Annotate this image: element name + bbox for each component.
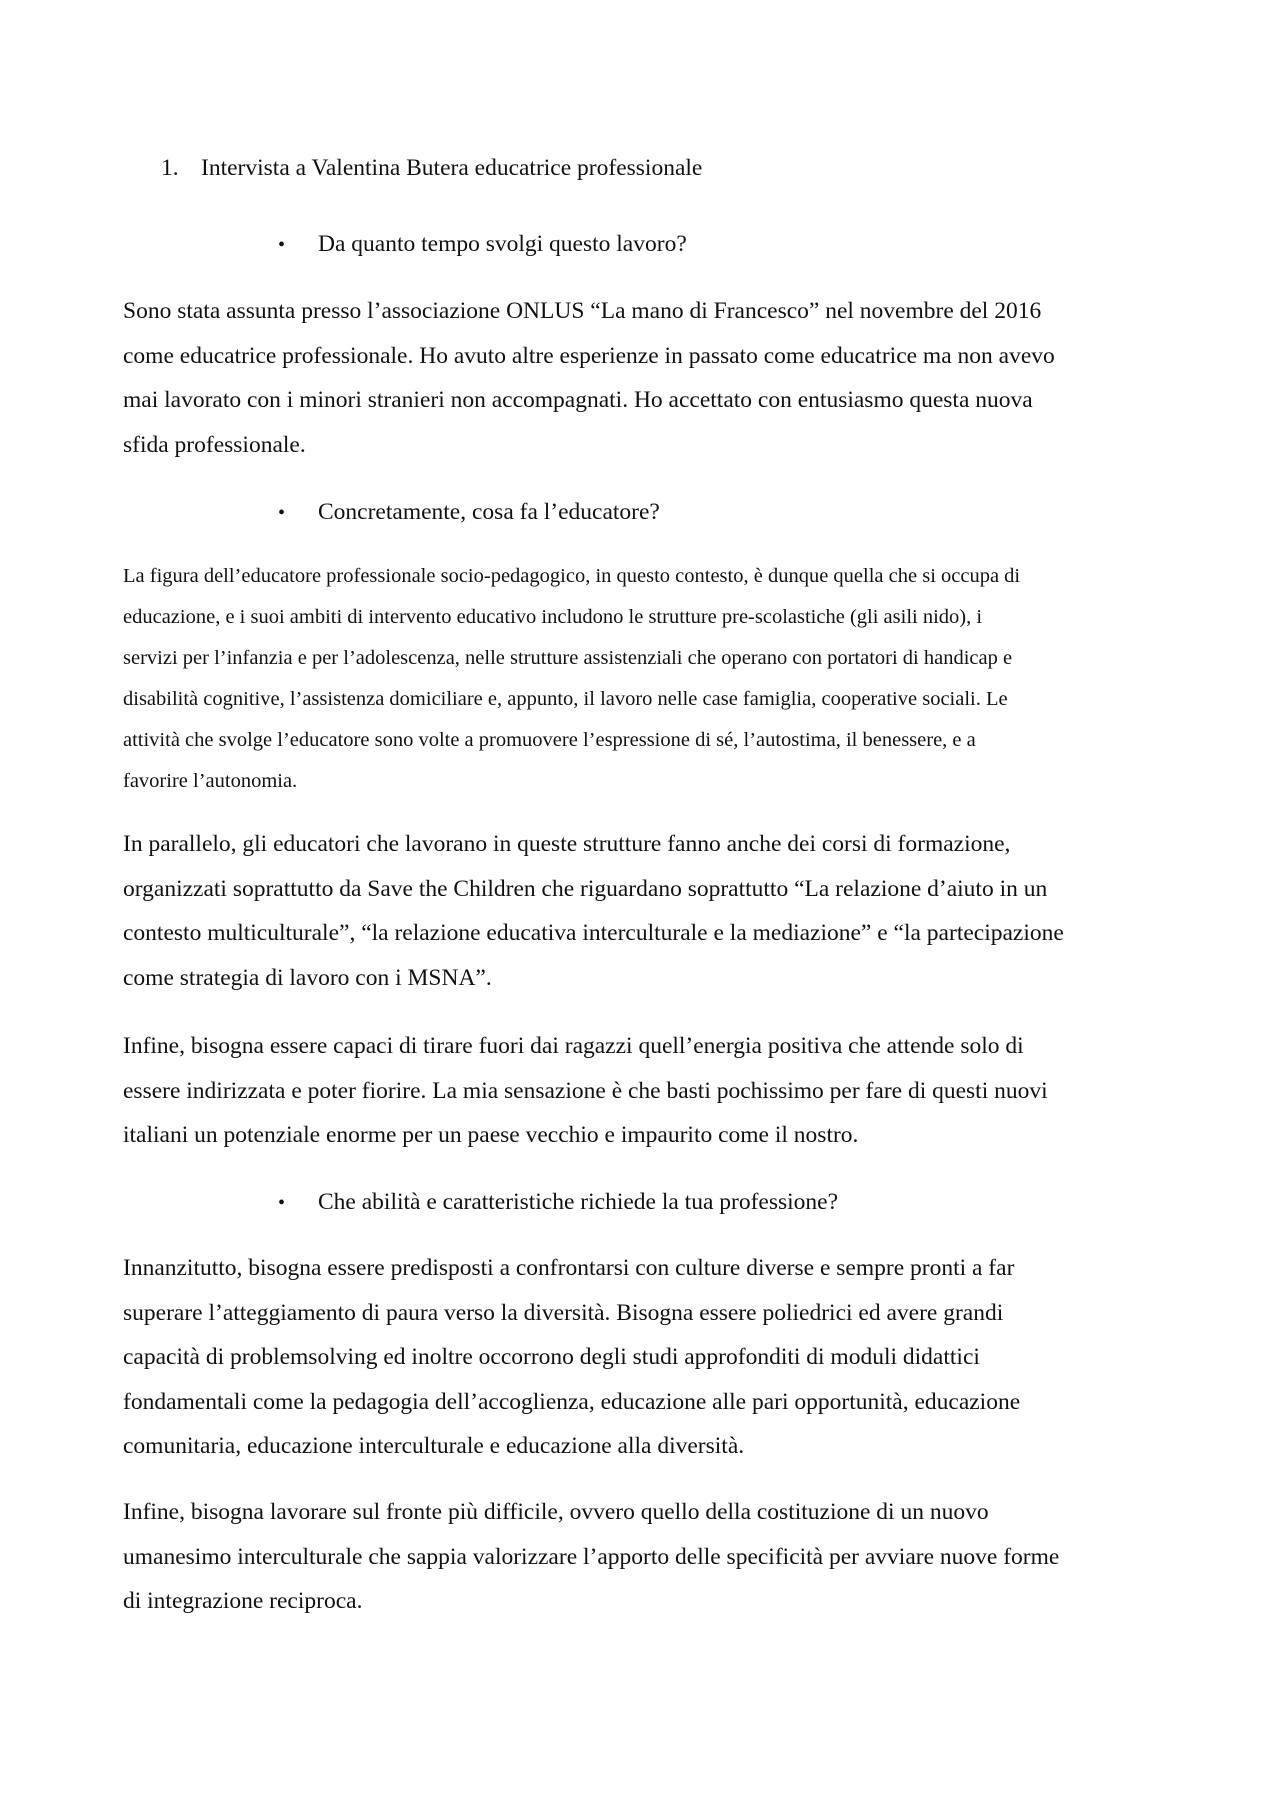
paragraph-line: italiani un potenziale enorme per un paese vecchio e impaurito come il nostro. bbox=[123, 1122, 859, 1148]
answer-paragraph-5 bbox=[123, 1246, 1173, 1469]
paragraph-line: come strategia di lavoro con i MSNA”. bbox=[123, 964, 492, 991]
paragraph-line: educazione, e i suoi ambiti di intervento educativo includono le strutture pre-scolastiche (gli asili nido), i bbox=[123, 606, 983, 628]
paragraph-line: disabilità cognitive, l’assistenza domiciliare e, appunto, il lavoro nelle case famiglia, cooperative sociali. Le bbox=[123, 688, 1008, 710]
paragraph-line: organizzati soprattutto da Save the Children che riguardano soprattutto “La relazione d’aiuto in un bbox=[123, 875, 1048, 902]
paragraph-line: favorire l’autonomia. bbox=[123, 770, 298, 792]
paragraph-line: superare l’atteggiamento di paura verso la diversità. Bisogna essere poliedrici ed avere grandi bbox=[123, 1299, 1004, 1326]
question-3 bbox=[278, 1186, 838, 1219]
answer-paragraph-1 bbox=[123, 289, 1173, 467]
paragraph-line: mai lavorato con i minori stranieri non accompagnati. Ho accettato con entusiasmo questa nuova bbox=[123, 387, 1033, 413]
paragraph-line: di integrazione reciproca. bbox=[123, 1588, 363, 1614]
paragraph-line: attività che svolge l’educatore sono volte a promuovere l’espressione di sé, l’autostima, il benessere, e a bbox=[123, 729, 976, 751]
paragraph-line: servizi per l’infanzia e per l’adolescenza, nelle strutture assistenziali che operano con portatori di handicap e bbox=[123, 647, 1013, 669]
answer-paragraph-6 bbox=[123, 1490, 1173, 1624]
paragraph-line: Infine, bisogna essere capaci di tirare fuori dai ragazzi quell’energia positiva che attende solo di bbox=[123, 1033, 1024, 1059]
question-1 bbox=[278, 228, 687, 261]
paragraph-line: essere indirizzata e poter fiorire. La mia sensazione è che basti pochissimo per fare di questi nuovi bbox=[123, 1077, 1048, 1104]
paragraph-line: come educatrice professionale. Ho avuto altre esperienze in passato come educatrice ma non avevo bbox=[123, 342, 1055, 369]
bullet-icon: • bbox=[278, 234, 286, 256]
paragraph-line: comunitaria, educazione interculturale e educazione alla diversità. bbox=[123, 1433, 745, 1459]
heading-text: Intervista a Valentina Butera educatrice professionale bbox=[201, 155, 703, 181]
paragraph-line: capacità di problemsolving ed inoltre occorrono degli studi approfonditi di moduli didattici bbox=[123, 1344, 980, 1370]
paragraph-line: Sono stata assunta presso l’associazione ONLUS “La mano di Francesco” nel novembre del 2016 bbox=[123, 298, 1042, 324]
question-text: Da quanto tempo svolgi questo lavoro? bbox=[318, 231, 687, 257]
paragraph-line: Infine, bisogna lavorare sul fronte più difficile, ovvero quello della costituzione di un nuovo bbox=[123, 1499, 989, 1525]
answer-paragraph-2 bbox=[123, 556, 1173, 802]
paragraph-line: In parallelo, gli educatori che lavorano in queste strutture fanno anche dei corsi di formazione, bbox=[123, 831, 1011, 857]
question-text: Che abilità e caratteristiche richiede la tua professione? bbox=[318, 1189, 839, 1215]
paragraph-line: fondamentali come la pedagogia dell’accoglienza, educazione alle pari opportunità, educazione bbox=[123, 1388, 1021, 1415]
paragraph-line: contesto multiculturale”, “la relazione educativa interculturale e la mediazione” e “la partecipazione bbox=[123, 920, 1064, 946]
bullet-icon: • bbox=[278, 502, 286, 524]
bullet-icon: • bbox=[278, 1192, 286, 1214]
paragraph-line: umanesimo interculturale che sappia valorizzare l’apporto delle specificità per avviare nuove forme bbox=[123, 1543, 1060, 1570]
question-2 bbox=[278, 496, 660, 529]
heading-number: 1. bbox=[161, 155, 179, 181]
paragraph-line: sfida professionale. bbox=[123, 431, 306, 458]
answer-paragraph-3 bbox=[123, 822, 1173, 1000]
question-text: Concretamente, cosa fa l’educatore? bbox=[318, 499, 660, 525]
answer-paragraph-4 bbox=[123, 1024, 1173, 1158]
paragraph-line: La figura dell’educatore professionale socio-pedagogico, in questo contesto, è dunque quella che si occupa di bbox=[123, 565, 1021, 587]
interview-heading bbox=[161, 152, 702, 184]
paragraph-line: Innanzitutto, bisogna essere predisposti a confrontarsi con culture diverse e sempre pronti a far bbox=[123, 1255, 1015, 1281]
